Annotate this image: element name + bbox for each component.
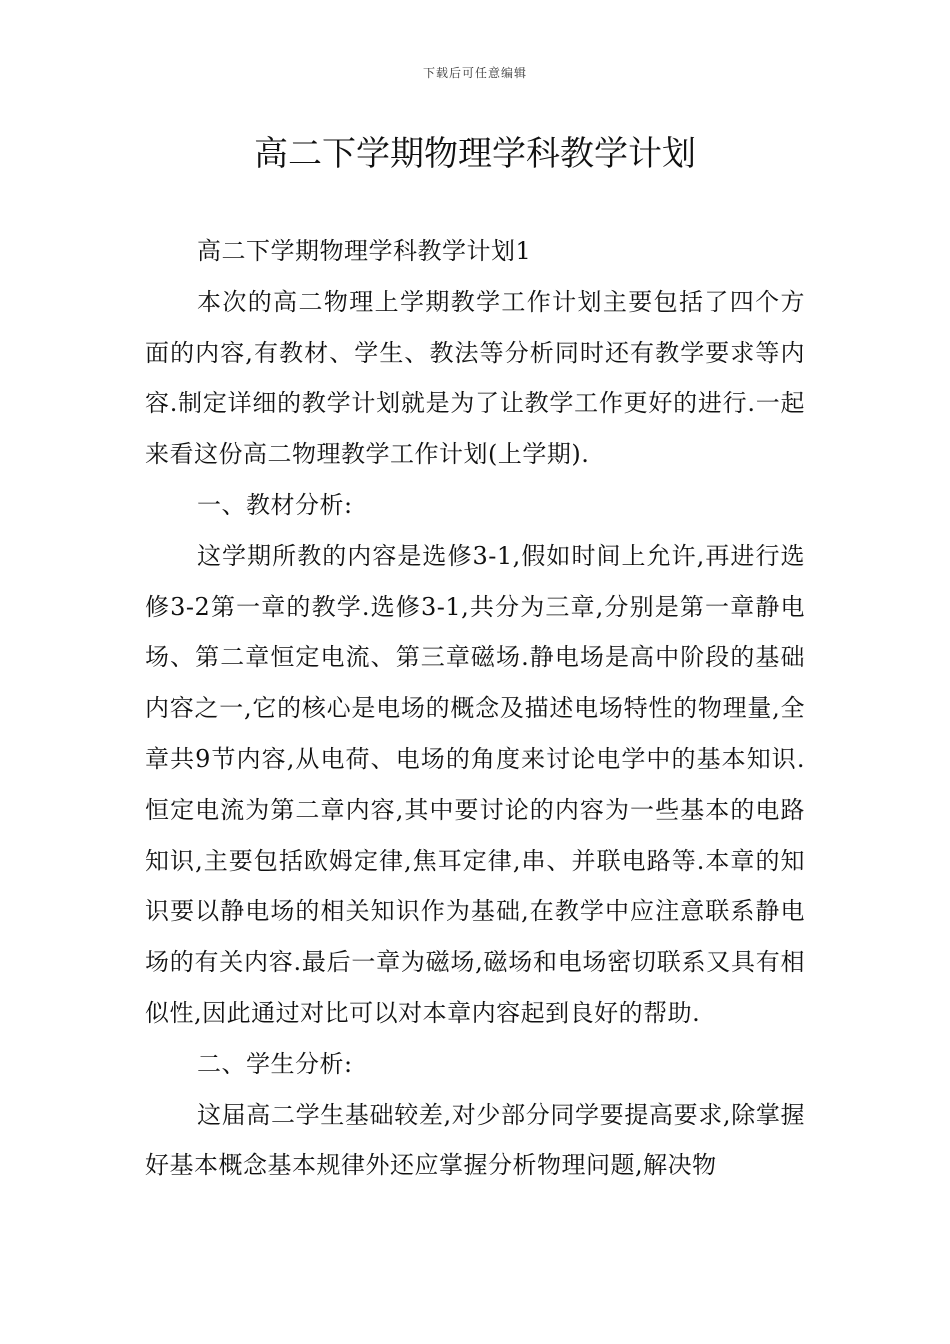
document-title: 高二下学期物理学科教学计划 [254, 134, 696, 174]
students-paragraph: 这届高二学生基础较差,对少部分同学要提高要求,除掌握好基本概念基本规律外还应掌握分析物理问题,解决物 [145, 1100, 805, 1180]
subtitle-paragraph: 高二下学期物理学科教学计划1 [197, 237, 532, 265]
materials-paragraph: 这学期所教的内容是选修3-1,假如时间上允许,再进行选修3-2第一章的教学.选修3-1,共分为三章,分别是第一章静电场、第二章恒定电流、第三章磁场.静电场是高中阶段的基础内容之一,它的核心是电场的概念及描述电场特性的物理量,全章共9节内容,从电荷、电场的角度来讨论电学中的基本知识.恒定电流为第二章内容,其中要讨论的内容为一些基本的电路知识,主要包括欧姆定律,焦耳定律,串、并联电路等.本章的知识要以静电场的相关知识作为基础,在教学中应注意联系静电场的有关内容.最后一章为磁场,磁场和电场密切联系又具有相似性,因此通过对比可以对本章内容起到良好的帮助. [145, 541, 805, 1027]
intro-paragraph: 本次的高二物理上学期教学工作计划主要包括了四个方面的内容,有教材、学生、教法等分析同时还有教学要求等内容.制定详细的教学计划就是为了让教学工作更好的进行.一起来看这份高二物理教学工作计划(上学期). [145, 287, 805, 469]
section-heading-students: 二、学生分析: [197, 1049, 353, 1078]
header-note: 下载后可任意编辑 [422, 66, 527, 80]
document-body [145, 226, 805, 1191]
section-heading-materials: 一、教材分析: [197, 490, 353, 519]
